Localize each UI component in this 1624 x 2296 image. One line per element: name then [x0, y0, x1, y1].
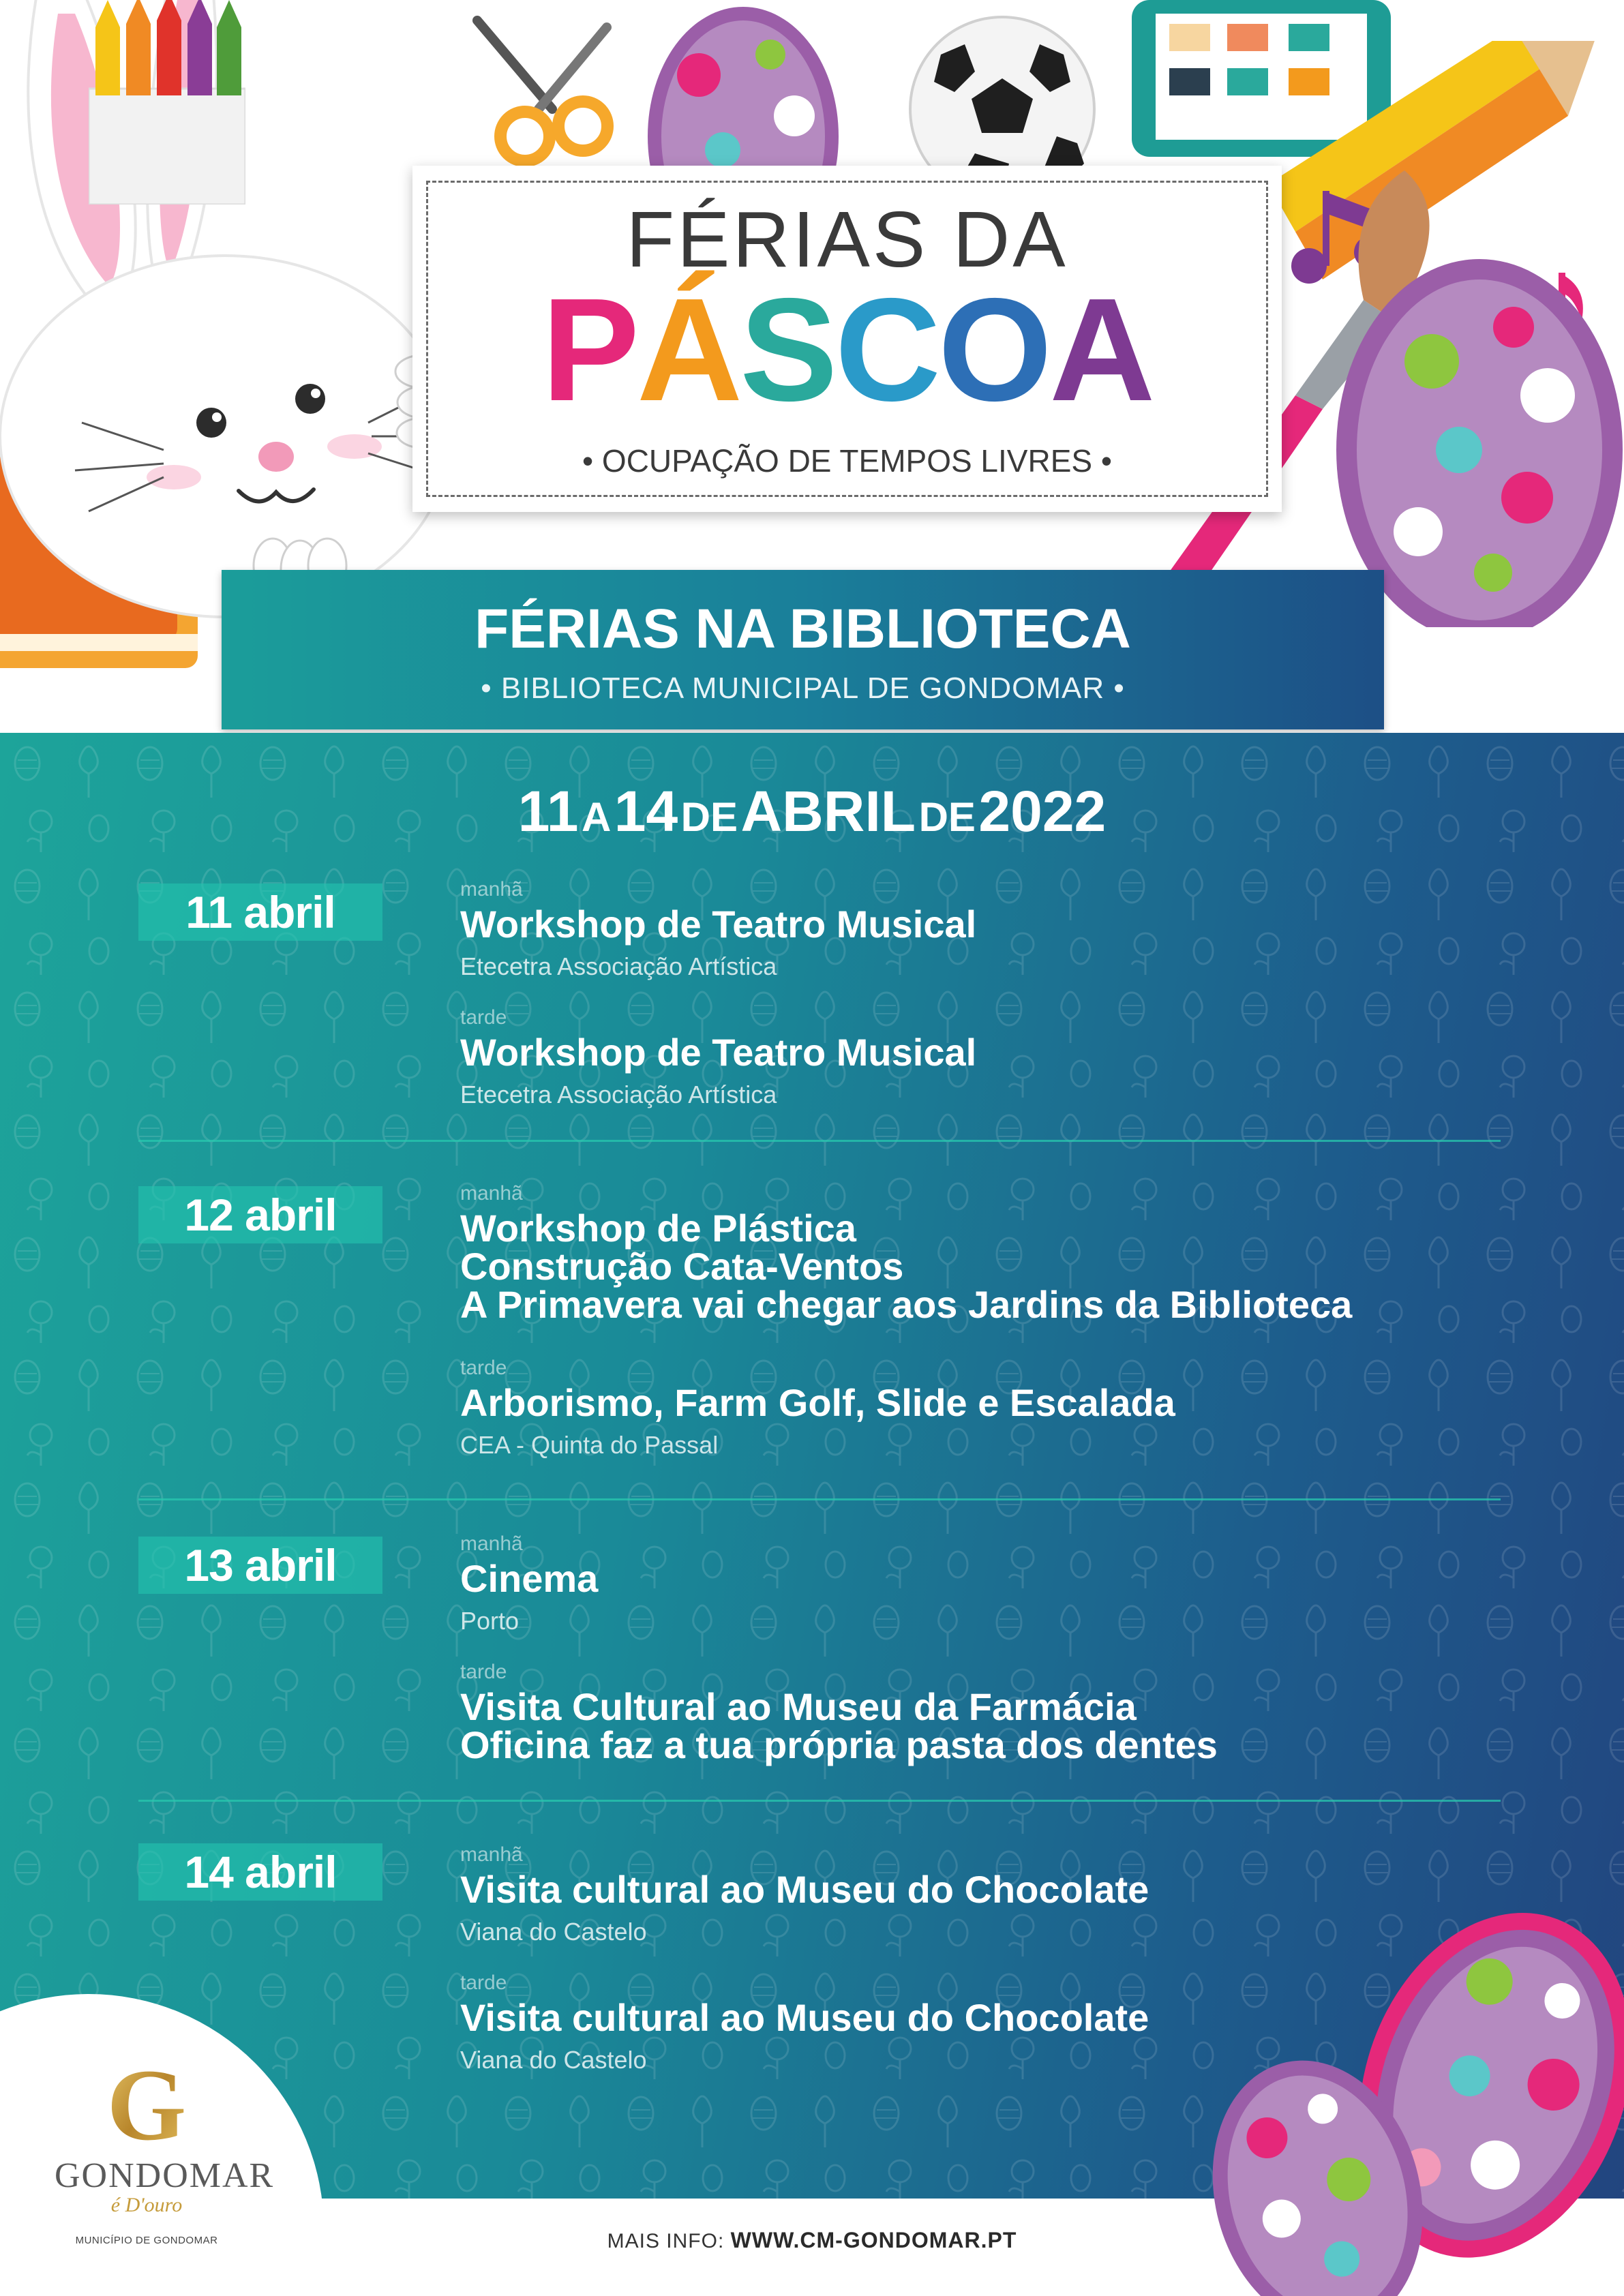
day-tag-13-abril: 13 abril: [138, 1537, 382, 1594]
library-subtitle: • BIBLIOTECA MUNICIPAL DE GONDOMAR •: [481, 671, 1125, 705]
activity-title: Workshop de Plástica: [460, 1207, 856, 1250]
day3-afternoon-slot: [460, 1662, 1524, 1764]
activity-title: Visita cultural ao Museu do Chocolate: [460, 1868, 1149, 1911]
period-label: tarde: [460, 1972, 507, 1994]
date-end: 14: [614, 779, 678, 843]
title-letter-5: A: [1049, 267, 1153, 432]
activity-place: Porto: [460, 1607, 520, 1635]
subtitle-ocupacao: • OCUPAÇÃO DE TEMPOS LIVRES •: [582, 443, 1112, 479]
activity-place: Etecetra Associação Artística: [460, 1081, 777, 1108]
title-letter-3: C: [834, 267, 938, 432]
library-banner: [222, 570, 1384, 729]
day2-morning-slot: [460, 1183, 1524, 1324]
period-label: tarde: [460, 1661, 507, 1683]
date-start: 11: [517, 779, 579, 843]
logo-g-letter: G: [106, 2052, 187, 2154]
date-de-1: DE: [680, 794, 738, 840]
activity-title: Workshop de Teatro Musical: [460, 903, 977, 946]
logo-name: GONDOMAR: [55, 2156, 275, 2195]
title-letter-4: O: [937, 267, 1050, 432]
footer-url[interactable]: WWW.CM-GONDOMAR.PT: [730, 2228, 1017, 2252]
logo-tagline: é D'ouro: [110, 2194, 183, 2216]
title-letter-0: P: [541, 267, 637, 432]
period-label: tarde: [460, 1357, 507, 1379]
day-tag-11-abril: 11 abril: [138, 883, 382, 941]
period-label: manhã: [460, 1182, 523, 1205]
activity-title: Visita cultural ao Museu do Chocolate: [460, 1996, 1149, 2039]
period-label: manhã: [460, 878, 523, 901]
day1-morning-slot: [460, 879, 1524, 979]
day-tag-14-abril: 14 abril: [138, 1843, 382, 1901]
title-ferias-da: FÉRIAS DA: [626, 195, 1068, 284]
day-tag-12-abril: 12 abril: [138, 1186, 382, 1243]
date-month: ABRIL: [740, 779, 916, 843]
scissors-icon: [470, 14, 620, 170]
title-letter-1: Á: [636, 267, 740, 432]
period-label: tarde: [460, 1006, 507, 1029]
title-card: [412, 166, 1282, 512]
day1-afternoon-slot: [460, 1008, 1524, 1107]
crayons-icon: [89, 0, 245, 205]
activity-title: Visita Cultural ao Museu da Farmácia: [460, 1685, 1137, 1728]
library-title: FÉRIAS NA BIBLIOTECA: [475, 598, 1131, 660]
period-label: manhã: [460, 1532, 523, 1555]
date-connector: A: [581, 794, 612, 840]
gondomar-g-emblem-icon: [99, 2052, 194, 2154]
period-label: manhã: [460, 1843, 523, 1866]
activity-place: Viana do Castelo: [460, 1918, 647, 1946]
activity-title: Construção Cata-Ventos: [460, 1245, 904, 1288]
activity-title: Arborismo, Farm Golf, Slide e Escalada: [460, 1381, 1175, 1424]
title-pascoa: [412, 267, 1282, 432]
activity-place: CEA - Quinta do Passal: [460, 1431, 719, 1459]
pencil-icon: [1268, 41, 1609, 280]
date-de-2: DE: [918, 794, 976, 840]
day-divider: [138, 1800, 1501, 1802]
date-range-title: [0, 779, 1624, 843]
activity-place: Viana do Castelo: [460, 2046, 647, 2074]
activity-title: Oficina faz a tua própria pasta dos dentes: [460, 1723, 1218, 1766]
footer-label: MAIS INFO:: [607, 2230, 725, 2252]
day-divider: [138, 1498, 1501, 1500]
title-letter-2: S: [740, 267, 835, 432]
date-year: 2022: [978, 779, 1107, 843]
logo-subtitle: MUNICÍPIO DE GONDOMAR: [75, 2235, 218, 2246]
activity-title: Cinema: [460, 1557, 599, 1600]
day-divider: [138, 1140, 1501, 1142]
footer-info: [0, 2228, 1624, 2253]
activity-place: Etecetra Associação Artística: [460, 952, 777, 980]
activity-title: Workshop de Teatro Musical: [460, 1031, 977, 1074]
day2-afternoon-slot: [460, 1358, 1524, 1457]
activity-title: A Primavera vai chegar aos Jardins da Biblioteca: [460, 1283, 1353, 1326]
day3-morning-slot: [460, 1534, 1524, 1633]
